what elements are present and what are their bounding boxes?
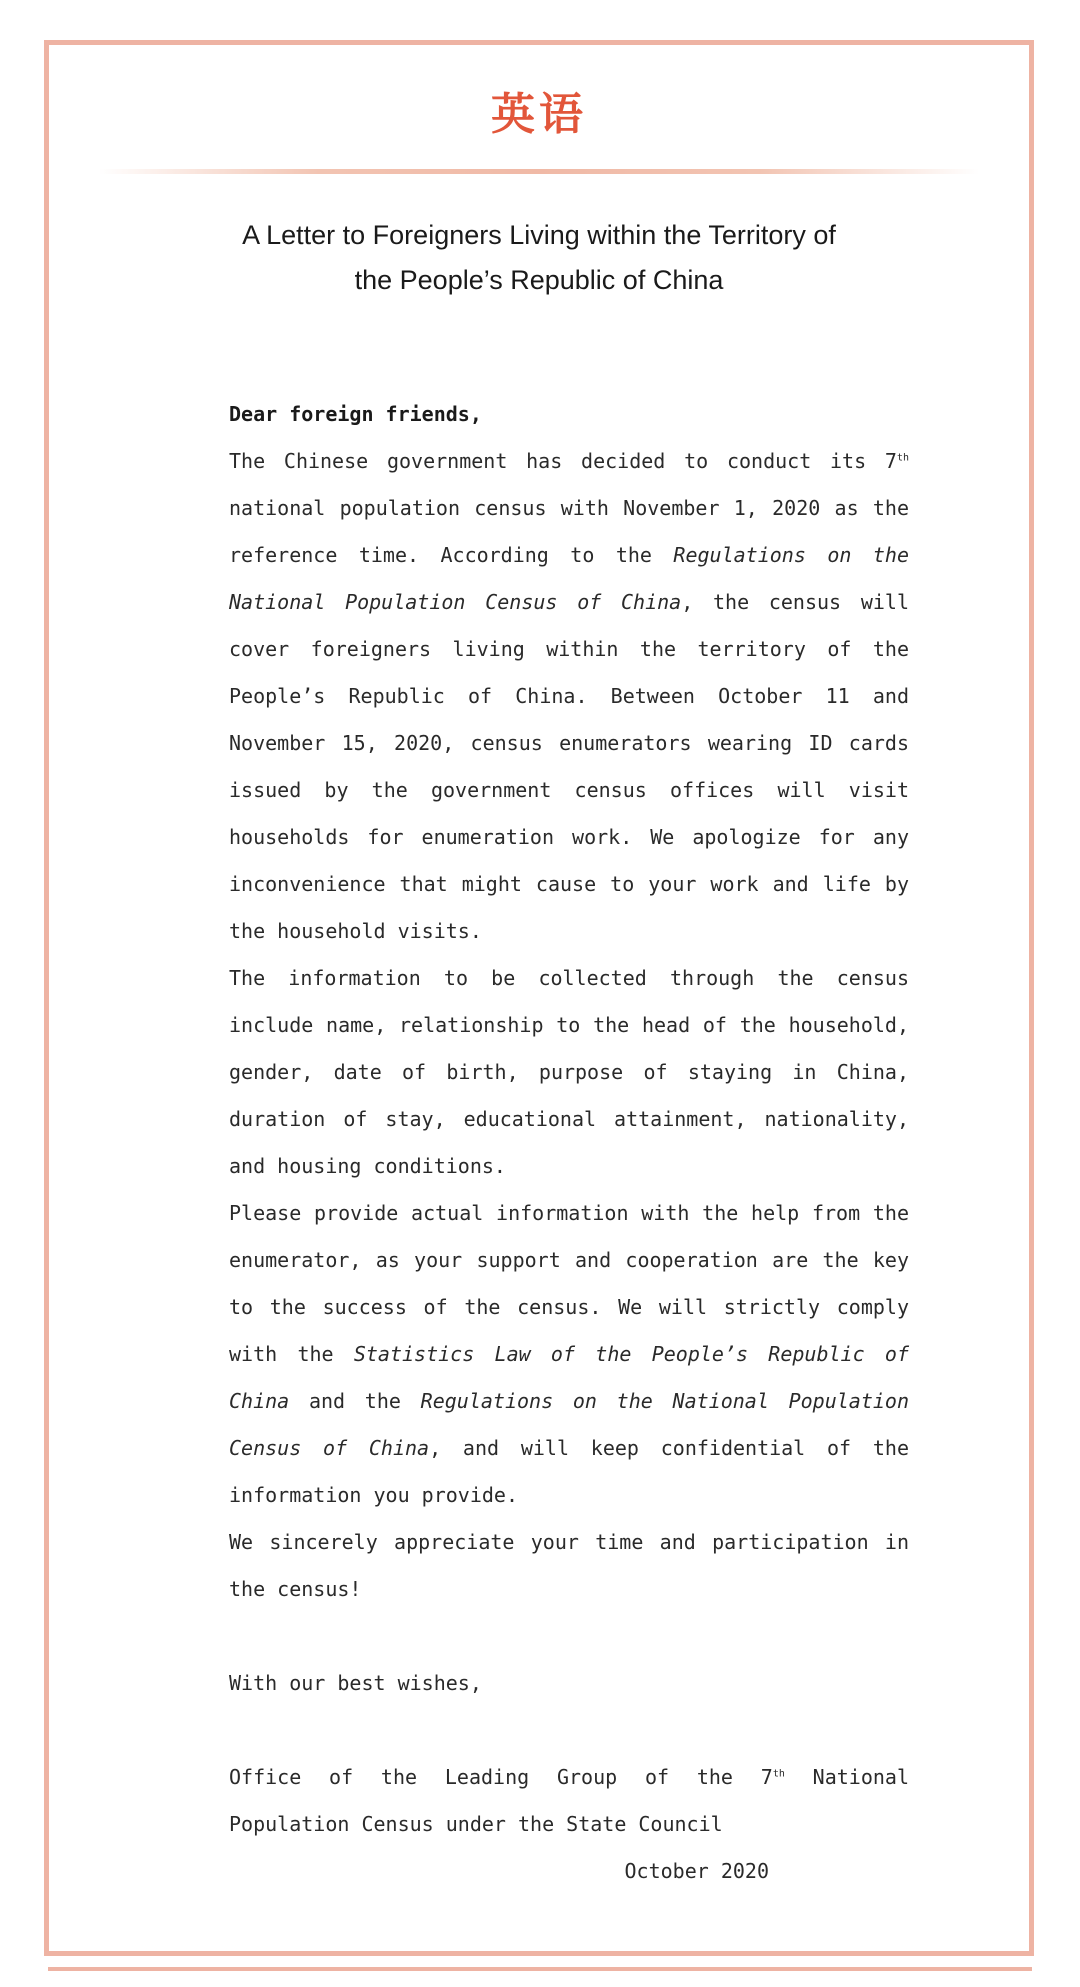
salutation: Dear foreign friends, [229,402,482,426]
letter-frame [44,40,1034,1956]
signature-block [229,1754,909,1848]
language-heading: 英语 [491,89,587,140]
signature-text-a: Office of the Leading Group of the 7 [229,1765,773,1789]
p1-text-d: , the census will cover foreigners living within the territory of the People’s Republic of China. Between October 11 and November 15, 2020, census enumerators wearing ID cards issued by the government census offices will visit households for enumeration work. We apologize for any inconvenience that might cause to your work and life by the household visits. [229,590,909,943]
paragraph-appreciation: We sincerely appreciate your time and participation in the census! [229,1530,909,1601]
letter-title-line-2: the People’s Republic of China [354,265,724,295]
paragraph-information-collected: The information to be collected through the census include name, relationship to the head of the household, gender, date of birth, purpose of staying in China, duration of stay, educational attainment, nationality, and housing conditions. [229,966,909,1178]
p1-regulations-title: Regulations on the National Population Census of China [229,543,909,614]
letter-title-line-1: A Letter to Foreigners Living within the Territory of [242,220,836,250]
paragraph-cooperation [229,1190,909,1519]
signature-text-b: National Population Census under the State Council [229,1765,909,1836]
p3-text-a: Please provide actual information with the help from the enumerator, as your support and cooperation are the key to the success of the census. We will strictly comply with the [229,1201,909,1366]
letter-body [229,391,909,1895]
closing-line: With our best wishes, [229,1671,482,1695]
p3-text-c: and the [289,1389,421,1413]
bottom-divider [48,1967,1032,1971]
p3-statistics-law-title: Statistics Law of the People’s Republic of China [229,1342,909,1413]
heading-divider [99,169,979,174]
paragraph-census-announcement [229,438,909,955]
p1-text-a: The Chinese government has decided to conduct its 7 [229,449,897,473]
letter-title [49,213,1029,303]
p1-text-b: national population census with November 1, 2020 as the reference time. According to the [229,496,909,567]
p3-text-e: , and will keep confidential of the information you provide. [229,1436,909,1507]
p1-ordinal-suffix: th [896,452,909,464]
letter-date: October 2020 [624,1859,769,1883]
p3-regulations-title: Regulations on the National Population Census of China [229,1389,909,1460]
signature-ordinal-suffix: th [772,1768,785,1780]
